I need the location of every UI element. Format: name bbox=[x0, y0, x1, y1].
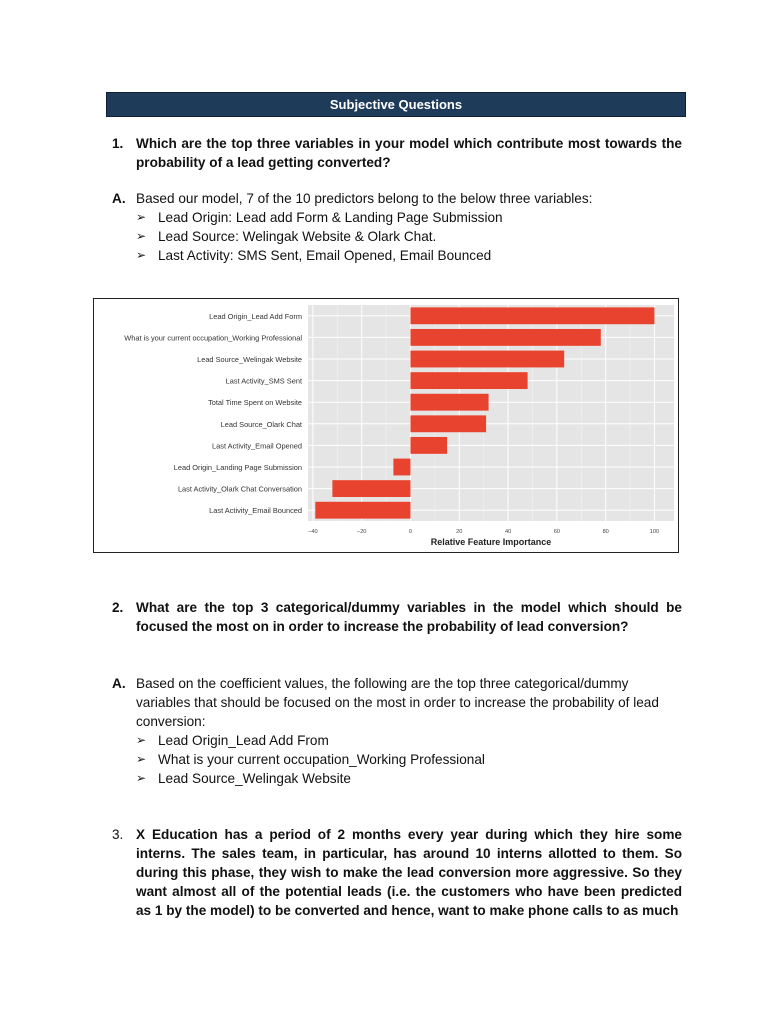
question-1-number: 1. bbox=[112, 136, 124, 151]
bar bbox=[410, 329, 600, 346]
bar bbox=[410, 307, 654, 324]
question-1-text: Which are the top three variables in your model which contribute most towards the probability of a lead getting converted? bbox=[136, 136, 682, 170]
x-tick-label: −20 bbox=[356, 529, 367, 535]
feature-importance-chart-svg bbox=[94, 299, 678, 552]
x-tick-label: 20 bbox=[456, 529, 463, 535]
category-label: Last Activity_SMS Sent bbox=[225, 376, 302, 386]
list-item: ➢ Lead Origin: Lead add Form & Landing Page Submission bbox=[136, 210, 503, 225]
bar bbox=[410, 394, 488, 411]
category-label: Last Activity_Email Opened bbox=[212, 441, 302, 451]
answer-1-label: A. bbox=[112, 191, 126, 206]
question-2 bbox=[112, 598, 682, 636]
question-2-number: 2. bbox=[112, 600, 124, 615]
x-tick-label: 80 bbox=[602, 529, 609, 535]
x-tick-label: 60 bbox=[553, 529, 560, 535]
list-item: ➢ Lead Origin_Lead Add From bbox=[136, 733, 329, 748]
answer-1 bbox=[112, 189, 682, 265]
bar bbox=[410, 437, 447, 454]
section-title-banner bbox=[106, 92, 686, 117]
bar bbox=[315, 502, 410, 519]
bar bbox=[393, 459, 410, 476]
x-tick-label: 40 bbox=[504, 529, 512, 535]
bar bbox=[410, 415, 486, 432]
x-tick-label: 100 bbox=[649, 529, 660, 535]
answer-2 bbox=[112, 674, 682, 788]
feature-importance-chart bbox=[93, 298, 679, 553]
category-label: Lead Source_Olark Chat bbox=[220, 419, 302, 429]
category-label: Lead Source_Welingak Website bbox=[197, 355, 302, 364]
category-label: Total Time Spent on Website bbox=[208, 398, 302, 408]
question-2-text: What are the top 3 categorical/dummy variables in the model which should be focused the most on in order to increase the probability of lead conversion? bbox=[136, 600, 682, 634]
x-tick-label: 0 bbox=[408, 529, 413, 535]
arrow-bullet-icon: ➢ bbox=[136, 752, 147, 766]
category-label: Lead Origin_Landing Page Submission bbox=[173, 463, 302, 472]
x-tick-label: −40 bbox=[308, 529, 318, 535]
answer-1-intro: Based our model, 7 of the 10 predictors belong to the below three variables: bbox=[136, 191, 593, 206]
bar bbox=[332, 480, 410, 497]
arrow-bullet-icon: ➢ bbox=[136, 771, 147, 785]
list-item: ➢ What is your current occupation_Working Professional bbox=[136, 752, 485, 767]
list-item: ➢ Lead Source: Welingak Website & Olark Chat. bbox=[136, 229, 437, 244]
bar bbox=[410, 351, 564, 368]
arrow-bullet-icon: ➢ bbox=[136, 248, 147, 262]
answer-2-label: A. bbox=[112, 676, 126, 691]
category-label: Last Activity_Olark Chat Conversation bbox=[177, 484, 302, 494]
category-label: What is your current occupation_Working Professional bbox=[124, 333, 302, 343]
list-item: ➢ Last Activity: SMS Sent, Email Opened, Email Bounced bbox=[136, 248, 492, 263]
arrow-bullet-icon: ➢ bbox=[136, 210, 147, 224]
section-title: Subjective Questions bbox=[329, 97, 463, 112]
arrow-bullet-icon: ➢ bbox=[136, 733, 147, 747]
answer-2-intro: Based on the coefficient values, the following are the top three categorical/dummy variables that should be focused on the most in order to increase the probability of lead conversion: bbox=[136, 676, 659, 729]
answer-2-bullet-list bbox=[136, 731, 682, 788]
category-label: Lead Origin_Lead Add Form bbox=[209, 311, 302, 321]
list-item: ➢ Lead Source_Welingak Website bbox=[136, 771, 351, 786]
x-axis-title: Relative Feature Importance bbox=[430, 537, 552, 547]
answer-1-bullet-list bbox=[136, 208, 682, 265]
category-label: Last Activity_Email Bounced bbox=[209, 506, 302, 516]
bar bbox=[410, 372, 527, 389]
question-3-text: X Education has a period of 2 months every year during which they hire some interns. The sales team, in particular, has around 10 interns allotted to them. So during this phase, they wish to make the lead conversion more aggressive. So they want almost all of the potential leads (i.e. the customers who have been predicted as 1 by the model) to be converted and hence, want to make phone calls to as much bbox=[136, 827, 682, 918]
question-3-number: 3. bbox=[112, 827, 124, 842]
question-3 bbox=[112, 825, 682, 920]
question-1 bbox=[112, 134, 682, 172]
arrow-bullet-icon: ➢ bbox=[136, 229, 147, 243]
